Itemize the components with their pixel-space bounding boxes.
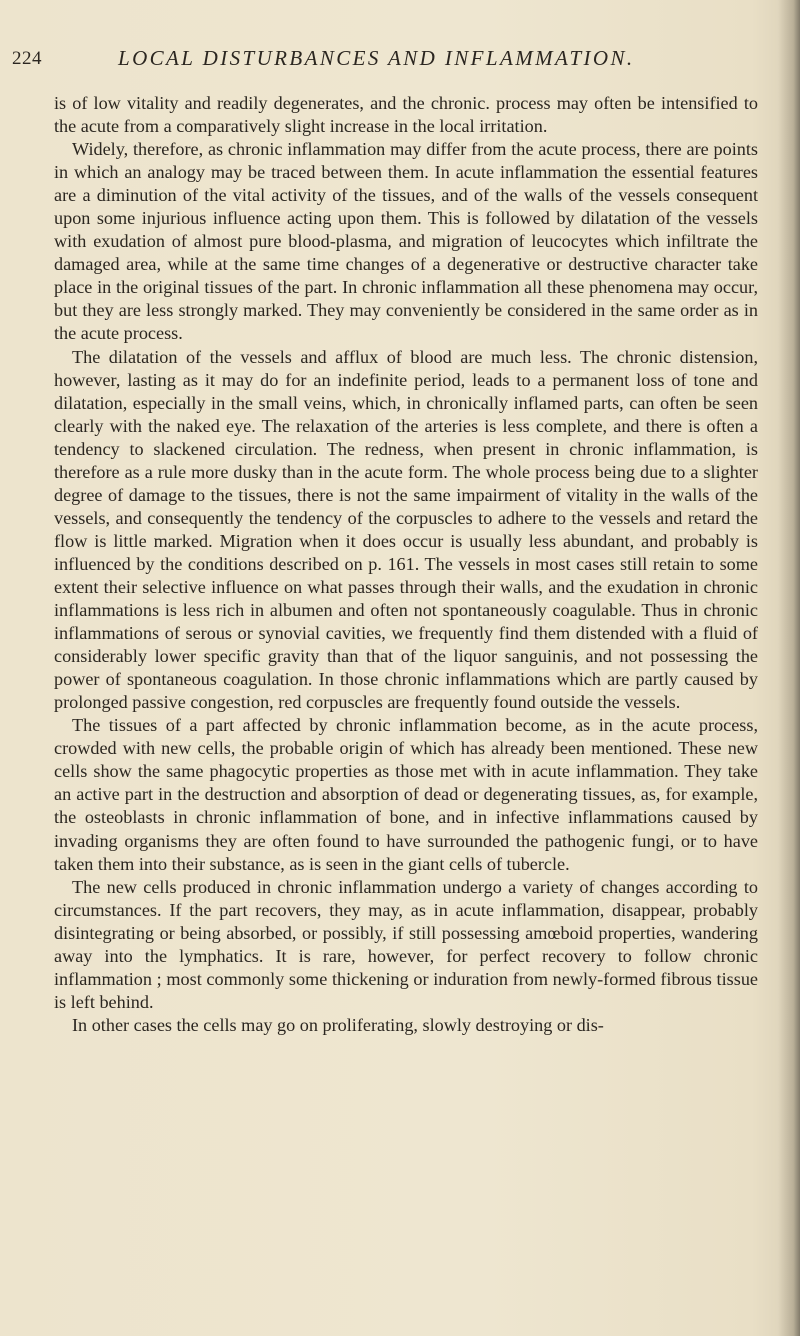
running-title: LOCAL DISTURBANCES AND INFLAMMATION. bbox=[118, 46, 635, 70]
paragraph: The dilatation of the vessels and afflux of blood are much less. The chronic distension, however, lasting as it may do for an indefinite period, leads to a permanent loss of tone and dilatation, especially in the small veins, which, in chronically inflamed parts, can often be seen clearly with the naked eye. The relaxation of the arteries is less complete, and there is often a tendency to slackened circulation. The redness, when present in chronic inflammation, is therefore as a rule more dusky than in the acute form. The whole process being due to a slighter degree of damage to the tissues, there is not the same impairment of vitality in the walls of the vessels, and consequently the tendency of the corpuscles to adhere to the vessels and retard the flow is little marked. Migration when it does occur is usually less abundant, and probably is influenced by the conditions described on p. 161. The vessels in most cases still retain to some extent their selective influence on what passes through their walls, and the exudation in chronic inflammations is less rich in albumen and often not spontaneously coagulable. Thus in chronic inflammations of serous or synovial cavities, we frequently find them distended with a fluid of considerably lower specific gravity than that of the liquor sanguinis, and not possessing the power of spontaneous coagulation. In those chronic inflammations which are partly caused by prolonged passive congestion, red corpuscles are frequently found outside the vessels. bbox=[54, 346, 758, 713]
page-number: 224 bbox=[12, 48, 42, 69]
body-text bbox=[54, 92, 758, 1332]
paragraph-continuation: is of low vitality and readily degenerates, and the chronic. process may often be intensified to the acute from a comparatively slight increase in the local irritation. bbox=[54, 93, 758, 137]
paragraph: The new cells produced in chronic inflammation undergo a variety of changes according to circumstances. If the part recovers, they may, as in acute inflammation, disappear, probably disintegrating or being absorbed, or possibly, if still possessing amœboid properties, wandering away into the lymphatics. It is rare, however, for perfect recovery to follow chronic inflammation ; most commonly some thickening or induration from newly-formed fibrous tissue is left behind. bbox=[54, 876, 758, 1012]
paragraph: The tissues of a part affected by chronic inflammation become, as in the acute process, crowded with new cells, the probable origin of which has already been mentioned. These new cells show the same phagocytic properties as those met with in acute inflammation. They take an active part in the destruction and absorption of dead or degenerating tissues, as, for example, the osteoblasts in chronic inflammation of bone, and in infective inflammations caused by invading organisms they are often found to have surrounded the pathogenic fungi, or to have taken them into their substance, as is seen in the giant cells of tubercle. bbox=[54, 715, 758, 874]
page-header bbox=[12, 48, 752, 78]
page-edge-shadow bbox=[778, 0, 800, 1336]
paragraph: In other cases the cells may go on proliferating, slowly destroying or dis- bbox=[72, 1014, 604, 1035]
paragraph: Widely, therefore, as chronic inflammation may differ from the acute process, there are points in which an analogy may be traced between them. In acute inflammation the essential features are a diminution of the vital activity of the tissues, and of the walls of the vessels consequent upon some injurious influence acting upon them. This is followed by dilatation of the vessels with exudation of almost pure blood-plasma, and migration of leucocytes which infiltrate the damaged area, while at the same time changes of a degenerative or destructive character take place in the original tissues of the part. In chronic inflammation all these phenomena may occur, but they are less strongly marked. They may conveniently be considered in the same order as in the acute process. bbox=[54, 139, 758, 344]
